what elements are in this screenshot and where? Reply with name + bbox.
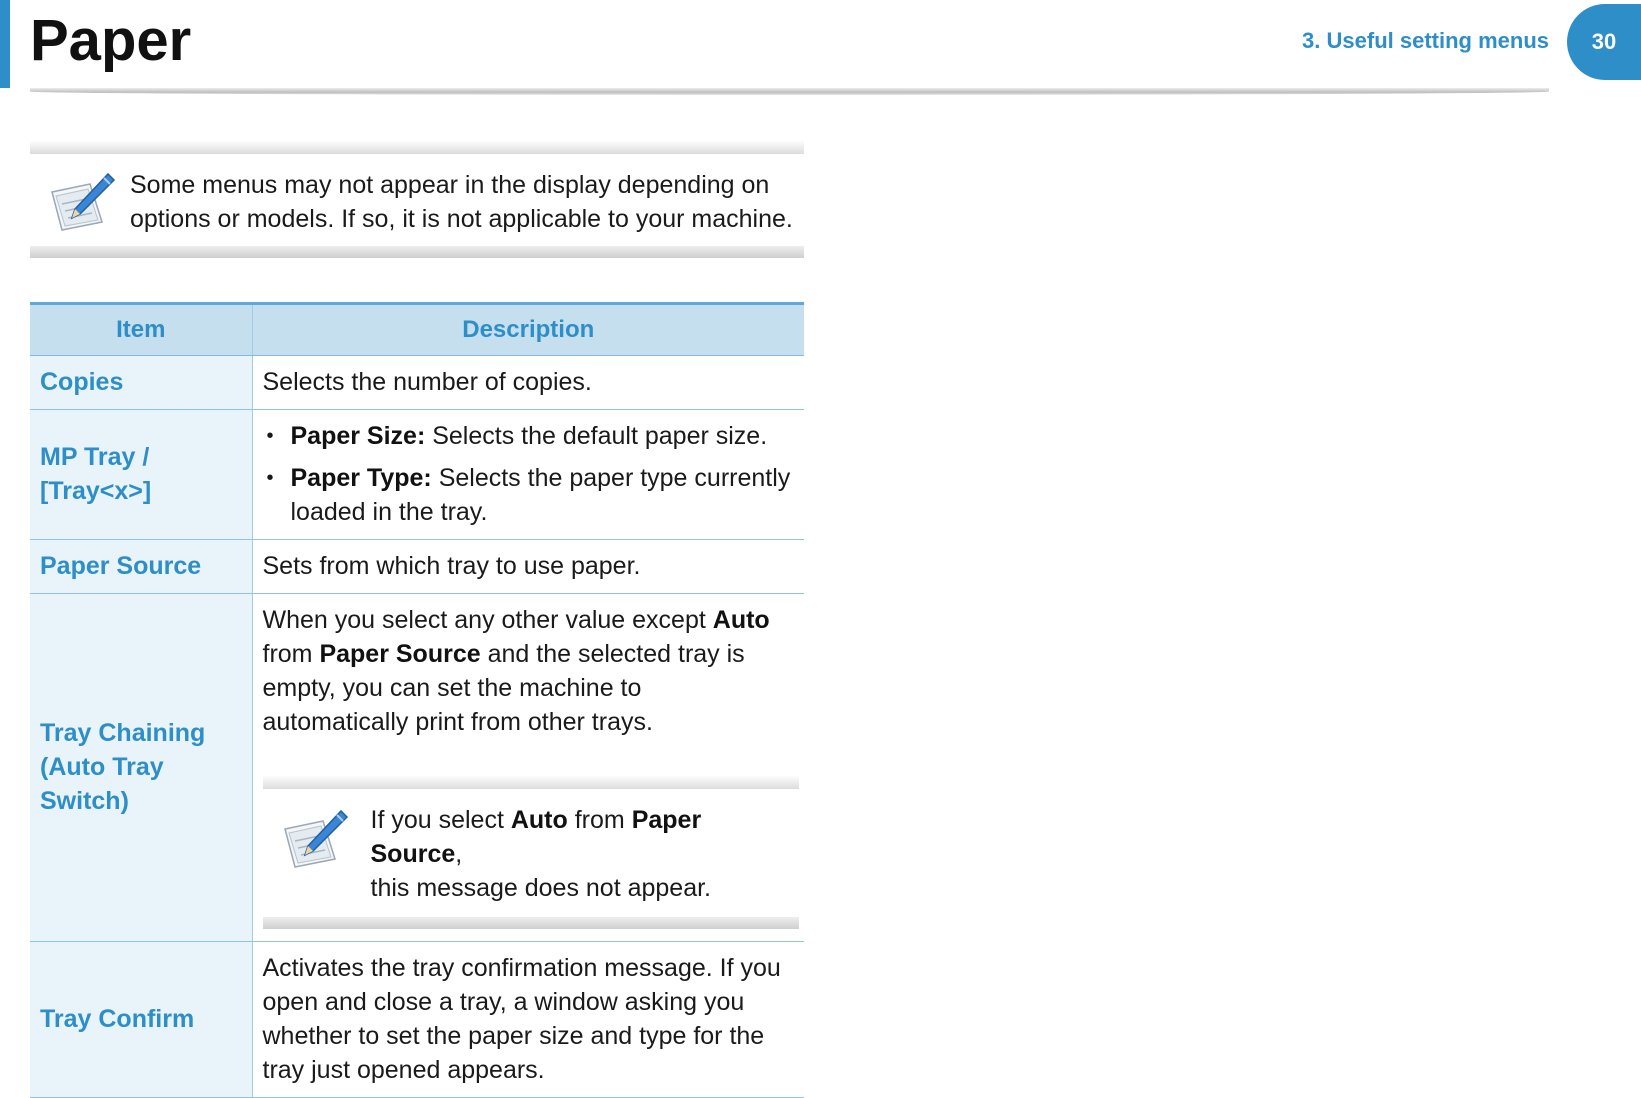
item-line: (Auto Tray <box>40 753 164 781</box>
inner-note-box <box>263 775 799 929</box>
text-run: If you select <box>370 806 511 834</box>
table-header-row <box>30 304 804 356</box>
row-description: Activates the tray confirmation message. If you open and close a tray, a window asking you whether to set the paper size and type for the tray just opened appears. <box>252 942 804 1098</box>
page-title: Paper <box>30 8 192 73</box>
text-run: from <box>567 806 632 834</box>
bold-run: Paper Source <box>319 640 481 668</box>
row-item-paper-source: Paper Source <box>30 540 252 594</box>
table-row <box>30 594 804 942</box>
header-item: Item <box>30 304 252 356</box>
note-top-bar <box>30 140 804 154</box>
row-description <box>252 410 804 540</box>
note-top-bar <box>263 775 799 789</box>
note-line-1 <box>371 803 799 871</box>
text-run: When you select any other value except <box>262 606 713 634</box>
bullet-dot: • <box>266 425 274 447</box>
paper-menu-table <box>30 302 804 1098</box>
table-row <box>30 356 804 410</box>
note-pencil-icon <box>279 807 349 871</box>
note-text <box>371 803 799 905</box>
note-bottom-bar <box>30 246 804 258</box>
item-line: [Tray<x>] <box>40 477 152 505</box>
bold-run: Paper Source <box>370 806 702 868</box>
note-text <box>130 168 793 236</box>
header-description: Description <box>252 304 804 356</box>
row-item-mp-tray <box>30 410 252 540</box>
note-line-2: options or models. If so, it is not applicable to your machine. <box>130 205 793 233</box>
note-bottom-bar <box>263 917 799 929</box>
list-item <box>263 461 795 529</box>
bullet-dot: • <box>266 467 274 489</box>
bullet-text: Selects the default paper size. <box>425 422 768 450</box>
item-line: Tray Chaining <box>40 719 206 747</box>
note-pencil-icon <box>46 170 116 234</box>
table-row <box>30 942 804 1098</box>
text-run: and the selected tray is empty, you can set the machine to automatically print from other trays. <box>262 640 745 736</box>
description-paragraph <box>263 603 795 739</box>
bullet-label: Paper Type: <box>290 464 432 492</box>
row-description: Selects the number of copies. <box>252 356 804 410</box>
table-row <box>30 410 804 540</box>
text-run: , <box>455 840 463 868</box>
row-item-copies: Copies <box>30 356 252 410</box>
text-run: from <box>262 640 320 668</box>
note-box <box>30 140 804 258</box>
left-accent-bar <box>0 0 10 88</box>
bold-run: Auto <box>510 806 568 834</box>
row-item-tray-confirm: Tray Confirm <box>30 942 252 1098</box>
bullet-label: Paper Size: <box>290 422 426 450</box>
chapter-title: 3. Useful setting menus <box>1302 28 1549 53</box>
table-row <box>30 540 804 594</box>
list-item <box>263 419 795 453</box>
bold-run: Auto <box>712 606 770 634</box>
item-line: Switch) <box>40 787 129 815</box>
row-description: Sets from which tray to use paper. <box>252 540 804 594</box>
row-description <box>252 594 804 942</box>
note-line-1: Some menus may not appear in the display depending on <box>130 171 770 199</box>
bullet-text: Selects the paper type currently loaded in the tray. <box>290 464 791 526</box>
note-line-2: this message does not appear. <box>370 874 712 902</box>
page-number-badge: 30 <box>1567 4 1641 80</box>
header-divider <box>30 88 1549 95</box>
item-line: MP Tray / <box>40 443 150 471</box>
row-item-tray-chaining <box>30 594 252 942</box>
note-body <box>263 789 799 917</box>
note-body <box>30 154 804 246</box>
bullet-list <box>263 419 795 529</box>
